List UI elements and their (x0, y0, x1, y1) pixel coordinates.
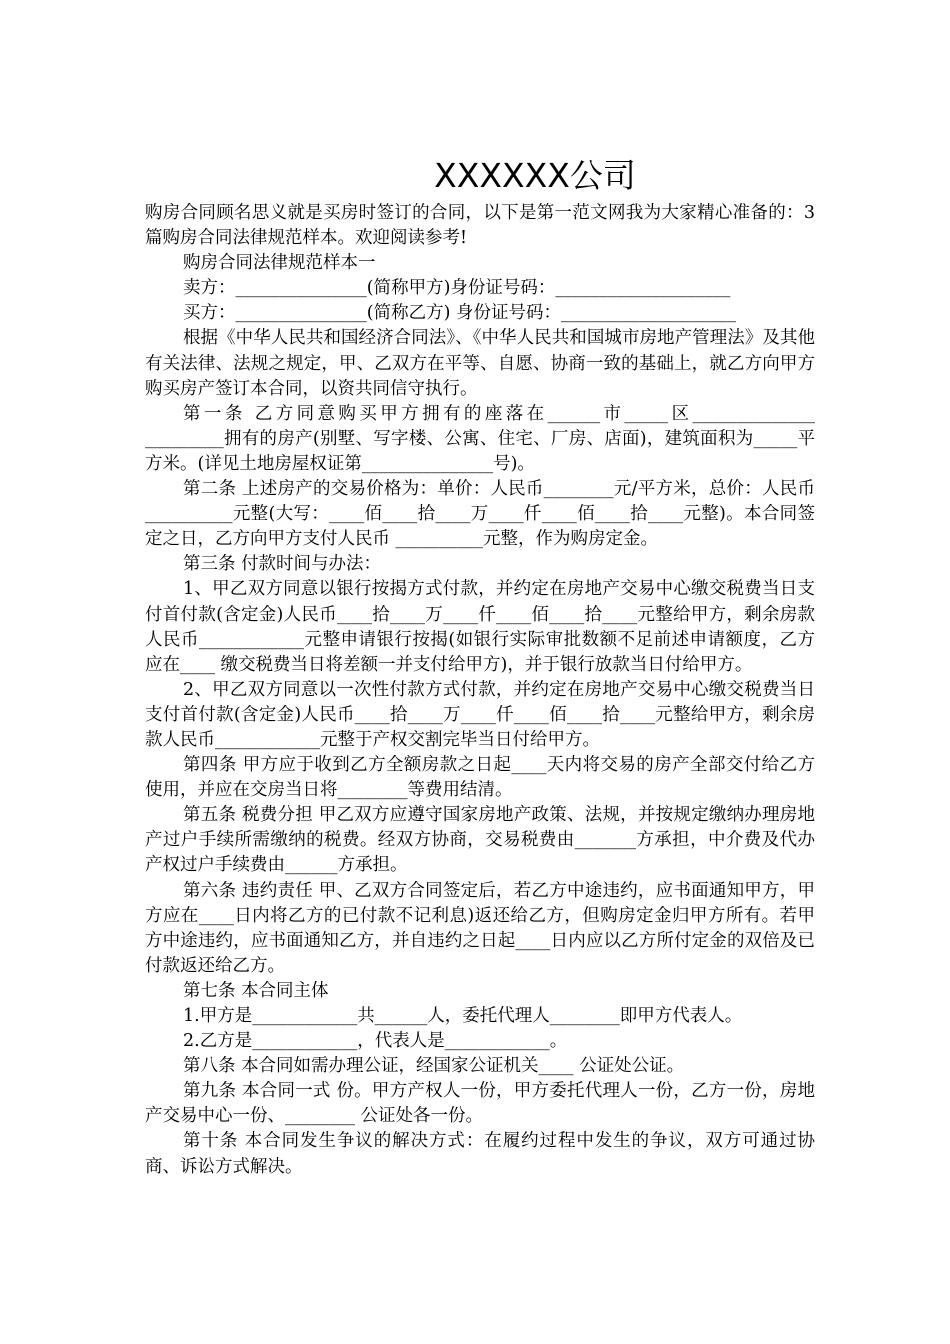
article-3-heading: 第三条 付款时间与办法： (183, 554, 382, 575)
article-7-item-1: 1.甲方是____________共______人，委托代理人________即甲方代表人。 (183, 1006, 743, 1026)
article-4: 第四条 甲方应于收到乙方全额房款之日起____天内将交易的房产全部交付给乙方使用，并应在交房当日将________等费用结清。 (145, 755, 815, 801)
article-3-item-1: 1、甲乙双方同意以银行按揭方式付款，并约定在房地产交易中心缴交税费当日支付首付款(含定金)人民币____拾____万____仟____佰____拾____元整给甲方，剩余房款人民币____________元整申请银行按揭(如银行实际审批数额不足前述申请额度，乙方应在____ 缴交税费当日将差额一并支付给甲方)，并于银行放款当日付给甲方。 (145, 579, 815, 675)
article-9: 第九条 本合同一式 份。甲方产权人一份，甲方委托代理人一份，乙方一份，房地产交易中心一份、________ 公证处各一份。 (145, 1081, 815, 1127)
article-6: 第六条 违约责任 甲、乙双方合同签定后，若乙方中途违约，应书面通知甲方，甲方应在____日内将乙方的已付款不记利息)返还给乙方，但购房定金归甲方所有。若甲方中途违约，应书面通知乙方，并自违约之日起____日内应以乙方所付定金的双倍及已付款返还给乙方。 (145, 880, 815, 976)
sample-heading: 购房合同法律规范样本一 (183, 253, 376, 274)
intro-paragraph: 购房合同顾名思义就是买房时签订的合同，以下是第一范文网我为大家精心准备的：3篇购房合同法律规范样本。欢迎阅读参考! (145, 203, 815, 249)
document-title: XXXXXX公司 (434, 156, 636, 195)
article-5: 第五条 税费分担 甲乙双方应遵守国家房地产政策、法规，并按规定缴纳办理房地产过户手续所需缴纳的税费。经双方协商，交易税费由_______方承担，中介费及代办产权过户手续费由______方承担。 (145, 805, 815, 876)
article-7-heading: 第七条 本合同主体 (183, 980, 329, 1001)
article-2: 第二条 上述房产的交易价格为：单价：人民币________元/平方米，总价：人民币__________元整(大写：____佰____拾____万____仟____佰____拾____元整)。本合同签定之日，乙方向甲方支付人民币 __________元整，作为购房定金。 (145, 479, 815, 550)
seller-line: 卖方：_______________(简称甲方)身份证号码：____________________ (183, 278, 731, 299)
preamble-paragraph: 根据《中华人民共和国经济合同法》、《中华人民共和国城市房地产管理法》及其他有关法律、法规之规定，甲、乙双方在平等、自愿、协商一致的基础上，就乙方向甲方购买房产签订本合同，以资共同信守执行。 (145, 328, 815, 399)
article-7-item-2: 2.乙方是____________，代表人是____________。 (183, 1031, 568, 1052)
article-1: 第一条 乙方同意购买甲方拥有的座落在______市_____区______________ _________拥有的房产(别墅、写字楼、公寓、住宅、厂房、店面)，建筑面积为_____平方米。(详见土地房屋权证第_______________号)。 (145, 403, 815, 474)
document-body (145, 201, 815, 1180)
buyer-line: 买方：_______________(简称乙方) 身份证号码：____________________ (183, 303, 736, 324)
article-10: 第十条 本合同发生争议的解决方式：在履约过程中发生的争议，双方可通过协商、诉讼方式解决。 (145, 1131, 815, 1177)
article-8: 第八条 本合同如需办理公证，经国家公证机关____ 公证处公证。 (183, 1056, 685, 1077)
article-3-item-2: 2、甲乙双方同意以一次性付款方式付款，并约定在房地产交易中心缴交税费当日支付首付款(含定金)人民币____拾____万____仟____佰____拾____元整给甲方，剩余房款人民币____________元整于产权交割完毕当日付给甲方。 (145, 679, 815, 750)
